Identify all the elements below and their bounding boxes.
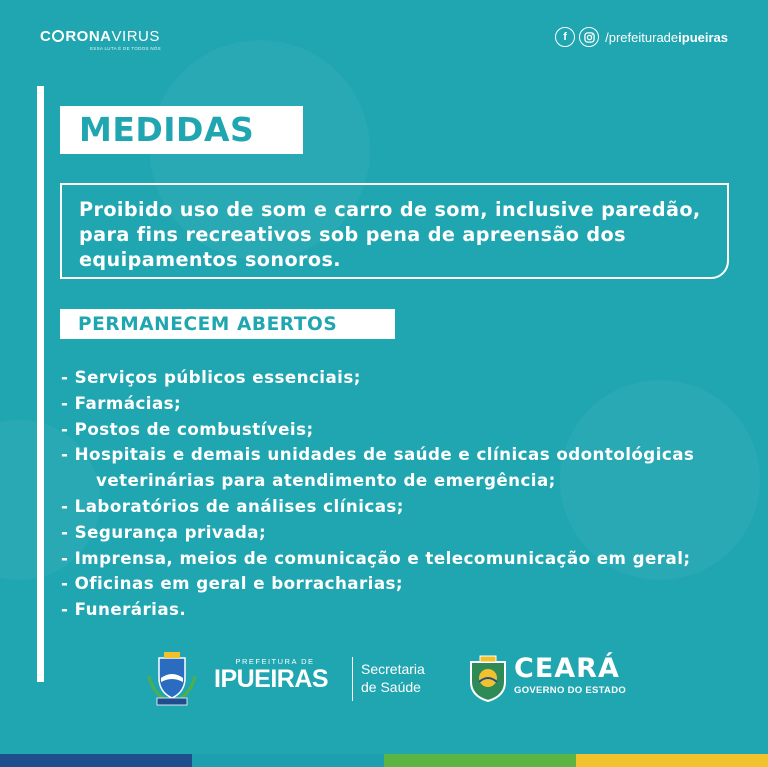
bottom-color-strip — [0, 754, 768, 767]
list-item: - Funerárias. — [61, 599, 187, 620]
medidas-title: MEDIDAS — [60, 106, 303, 154]
governo-ceara-logo: CEARÁ GOVERNO DO ESTADO — [514, 653, 627, 696]
ipueiras-crest-logo — [145, 648, 199, 708]
permanecem-abertos-title: PERMANECEM ABERTOS — [60, 309, 395, 339]
list-item: - Serviços públicos essenciais; — [61, 367, 361, 387]
strip-segment-green — [384, 754, 576, 767]
handle-text: /prefeituradeipueiras — [605, 29, 728, 45]
list-item: - Segurança privada; — [61, 521, 267, 542]
social-handle — [555, 27, 728, 47]
list-item: - Postos de combustíveis; — [61, 418, 314, 439]
prefeitura-ipueiras-logo: PREFEITURA DE IPUEIRAS — [214, 657, 329, 693]
brand-tagline: ESSA LUTA É DE TODOS NÓS — [90, 46, 161, 51]
left-accent-bar — [37, 86, 44, 682]
coronavirus-logo: C RONAVIRUS — [40, 28, 160, 45]
coronavirus-brand — [40, 28, 161, 51]
strip-segment-teal — [192, 754, 384, 767]
ceara-state-crest-logo — [467, 654, 509, 702]
list-item: - Laboratórios de análises clínicas; — [61, 495, 404, 516]
logo-divider — [352, 657, 353, 701]
list-item: - Hospitais e demais unidades de saúde e clínicas odontológicas — [61, 444, 695, 465]
virus-o-icon — [52, 30, 64, 42]
list-item-continuation: veterinárias para atendimento de emergência; — [96, 470, 556, 491]
notice-box: Proibido uso de som e carro de som, inclusive paredão, para fins recreativos sob pena de apreensão dos equipamentos sonoros. — [60, 183, 729, 279]
list-item: - Farmácias; — [61, 392, 182, 413]
instagram-icon — [579, 27, 599, 47]
open-services-list — [61, 365, 694, 623]
facebook-icon: f — [555, 27, 575, 47]
list-item: - Oficinas em geral e borracharias; — [61, 573, 404, 594]
secretaria-saude-label: Secretaria de Saúde — [361, 661, 425, 695]
list-item: - Imprensa, meios de comunicação e telecomunicação em geral; — [61, 547, 691, 568]
strip-segment-blue — [0, 754, 192, 767]
strip-segment-yellow — [576, 754, 768, 767]
